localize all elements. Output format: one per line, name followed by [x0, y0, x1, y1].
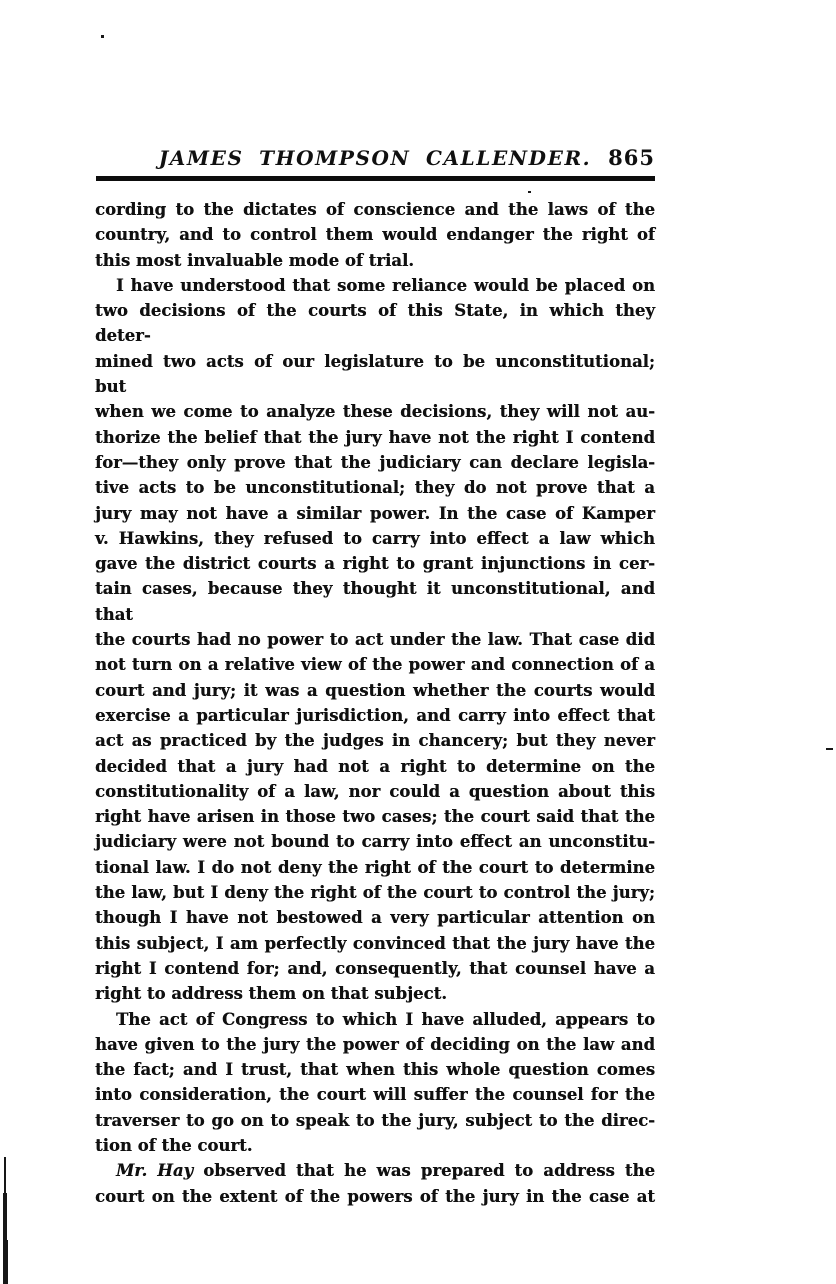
text-line: tive acts to be unconstitutional; they do not prove that a	[95, 478, 655, 498]
text-line: court and jury; it was a question whether the courts would	[95, 680, 655, 700]
text-line: right to address them on that subject.	[95, 984, 447, 1004]
text-line: jury may not have a similar power. In the case of Kamper	[95, 503, 655, 523]
text-line: traverser to go on to speak to the jury, subject to the direc-	[95, 1110, 655, 1130]
scan-speck-mid	[528, 191, 531, 193]
text-line: exercise a particular jurisdiction, and carry into effect that	[95, 705, 655, 725]
text-line: have given to the jury the power of deciding on the law and	[95, 1034, 655, 1054]
text-line: decided that a jury had not a right to determine on the	[95, 756, 655, 776]
text-line: v. Hawkins, they refused to carry into effect a law which	[95, 528, 655, 548]
text-line: the law, but I deny the right of the court to control the jury;	[95, 883, 655, 903]
text-line: mined two acts of our legislature to be unconstitutional; but	[95, 351, 655, 397]
text-line: judiciary were not bound to carry into effect an unconstitu-	[95, 832, 655, 852]
text-line: when we come to analyze these decisions, they will not au-	[95, 402, 655, 422]
text-line: tain cases, because they thought it unconstitutional, and that	[95, 579, 655, 624]
text-line: country, and to control them would endanger the right of	[95, 225, 655, 245]
speaker-name: Mr. Hay	[116, 1161, 194, 1181]
header-rule	[96, 176, 655, 181]
text-line: gave the district courts a right to grant injunctions in cer-	[95, 554, 655, 574]
text-line: Mr. Hay observed that he was prepared to address the	[116, 1161, 655, 1181]
scan-speck-top	[101, 35, 104, 38]
running-header	[95, 146, 655, 174]
text-line: I have understood that some reliance would be placed on	[116, 275, 655, 295]
page-number: 865	[608, 145, 655, 170]
text-line: The act of Congress to which I have alluded, appears to	[116, 1009, 655, 1029]
scan-ink-line-bottom-left	[4, 1157, 6, 1197]
text-line: act as practiced by the judges in chancery; but they never	[95, 731, 655, 751]
text-line: constitutionality of a law, nor could a question about this	[95, 781, 655, 801]
text-line: tional law. I do not deny the right of the court to determine	[95, 857, 655, 877]
text-line: not turn on a relative view of the power and connection of a	[95, 655, 655, 675]
running-header-title: JAMES THOMPSON CALLENDER.	[158, 146, 592, 170]
scan-ink-line-bottom-left	[3, 1193, 7, 1243]
scan-ink-line-bottom-left	[3, 1240, 8, 1284]
text-line: tion of the court.	[95, 1135, 253, 1155]
text-line: cording to the dictates of conscience and the laws of the	[95, 200, 655, 219]
text-line: though I have not bestowed a very particular attention on	[95, 908, 655, 928]
scan-speck-right-edge	[826, 748, 833, 750]
text-line: court on the extent of the powers of the jury in the case at	[95, 1186, 655, 1206]
text-line: for—they only prove that the judiciary can declare legisla-	[95, 452, 655, 472]
text-line: two decisions of the courts of this State, in which they deter-	[95, 301, 655, 346]
text-line: right I contend for; and, consequently, that counsel have a	[95, 958, 655, 978]
text-line: right have arisen in those two cases; the court said that the	[95, 807, 655, 827]
text-line: this subject, I am perfectly convinced that the jury have the	[95, 933, 655, 953]
text-line: into consideration, the court will suffer the counsel for the	[95, 1085, 655, 1105]
text-line: thorize the belief that the jury have not the right I contend	[95, 427, 655, 447]
text-line: the courts had no power to act under the law. That case did	[95, 630, 655, 650]
text-line: this most invaluable mode of trial.	[95, 250, 414, 270]
page-body	[95, 197, 655, 1209]
text-line: the fact; and I trust, that when this whole question comes	[95, 1060, 655, 1080]
